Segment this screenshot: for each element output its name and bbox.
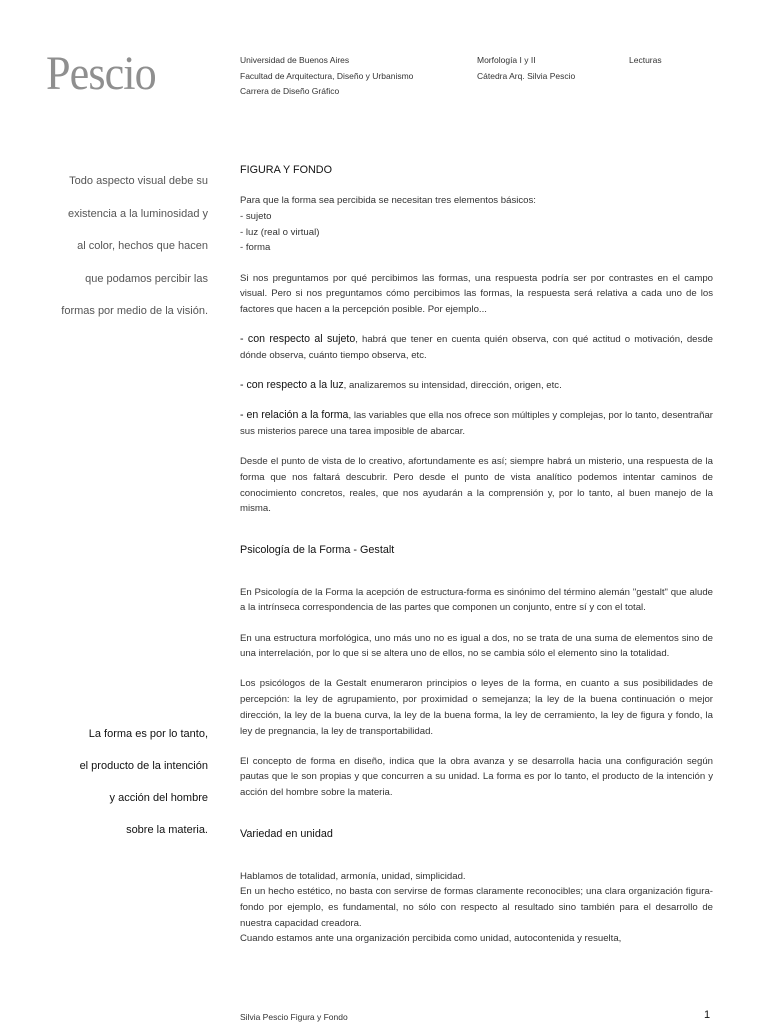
main-text bbox=[240, 163, 713, 947]
header-career: Carrera de Diseño Gráfico bbox=[240, 86, 340, 96]
heading-figura-fondo: FIGURA Y FONDO bbox=[240, 164, 332, 176]
intro-paragraph: Para que la forma sea percibida se necesitan tres elementos básicos: bbox=[240, 195, 536, 207]
paragraph: En un hecho estético, no basta con servirse de formas claramente reconocibles; una clara organización figura-fondo por ejemplo, es fundamental, no sólo con respecto al resultado sino también para el desarrollo de nuestra capacidad creadora. bbox=[240, 886, 713, 929]
emphasis: - con respecto a la luz bbox=[240, 379, 344, 392]
paragraph-luz bbox=[240, 378, 713, 394]
paragraph-text: , analizaremos su intensidad, dirección, origen, etc. bbox=[343, 380, 562, 392]
quote-line: La forma es por lo tanto, bbox=[88, 728, 208, 740]
footer-author-title: Silvia Pescio Figura y Fondo bbox=[240, 1012, 348, 1022]
header-institution bbox=[240, 53, 413, 100]
header-university: Universidad de Buenos Aires bbox=[240, 55, 350, 65]
list-item: - luz (real o virtual) bbox=[240, 226, 320, 238]
paragraph: En Psicología de la Forma la acepción de estructura-forma es sinónimo del término alemán "gestalt" que alude a la intrínseca correspondencia de las partes que componen un conjunto, entre sí y con el total. bbox=[240, 586, 713, 614]
paragraph-text: , las variables que ella nos ofrece son múltiples y complejas, por lo tanto, desentrañar sus misterios parece una tarea imposible de abarcar. bbox=[240, 410, 714, 437]
heading-gestalt: Psicología de la Forma - Gestalt bbox=[240, 543, 395, 556]
quote-line: formas por medio de la visión. bbox=[61, 305, 208, 317]
page-number: 1 bbox=[704, 1009, 711, 1021]
quote-line: al color, hechos que hacen bbox=[77, 240, 208, 252]
sidebar-quote-form bbox=[38, 718, 208, 846]
paragraph: El concepto de forma en diseño, indica que la obra avanza y se desarrolla hacia una configuración según pautas que le son propias y que concurren a su unidad. La forma es por lo tanto, el producto de la intención y acción del hombre sobre la materia. bbox=[240, 755, 713, 799]
quote-line: sobre la materia. bbox=[126, 824, 208, 836]
paragraph-text: , habrá que tener en cuenta quién observa, con qué actitud o motivación, desde dónde observa, cuánto tiempo observa, etc. bbox=[240, 334, 713, 361]
heading-variedad: Variedad en unidad bbox=[240, 827, 333, 840]
quote-line: el producto de la intención bbox=[79, 760, 208, 772]
paragraph: Si nos preguntamos por qué percibimos las formas, una respuesta podría ser por contrastes en el campo visual. Pero si nos preguntamos cómo percibimos las formas, la respuesta será relativa a cada uno de los factores que hacen a la percepción posible. Por ejemplo... bbox=[240, 272, 713, 315]
quote-line: Todo aspecto visual debe su bbox=[69, 175, 208, 187]
list-item: - forma bbox=[240, 242, 271, 254]
header-subject: Morfología I y II bbox=[477, 55, 536, 65]
header-section bbox=[629, 53, 662, 69]
paragraph: Cuando estamos ante una organización percibida como unidad, autocontenida y resuelta, bbox=[240, 933, 622, 945]
paragraph: Los psicólogos de la Gestalt enumeraron principios o leyes de la forma, en cuanto a sus posibilidades de percepción: la ley de agrupamiento, por proximidad o semejanza; la ley de la buena continuación o mejor dirección, la ley de la buena curva, la ley de la buena forma, la ley de cerramiento, la ley de figura y fondo, la ley de pregnancia, la ley de transportabilidad. bbox=[240, 678, 713, 737]
header-lecturas: Lecturas bbox=[629, 55, 662, 65]
header-course bbox=[477, 53, 575, 84]
paragraph-forma bbox=[240, 408, 713, 439]
sidebar-quote-light bbox=[38, 165, 208, 328]
header-chair: Cátedra Arq. Silvia Pescio bbox=[477, 70, 576, 81]
emphasis: - en relación a la forma bbox=[240, 409, 349, 422]
quote-line: y acción del hombre bbox=[109, 792, 208, 804]
emphasis: - con respecto al sujeto bbox=[240, 333, 356, 346]
quote-line: existencia a la luminosidad y bbox=[67, 207, 208, 220]
pescio-logo: Pescio bbox=[46, 47, 156, 100]
paragraph: Desde el punto de vista de lo creativo, afortundamente es así; siempre habrá un misterio, una respuesta de la forma que nos faltará descubrir. Pero desde el punto de vista analítico podemos intentar caminos de conocimiento concretos, reales, que nos ayudarán a la comprensión y, por lo tanto, al buen manejo de la misma. bbox=[240, 456, 713, 515]
header-faculty: Facultad de Arquitectura, Diseño y Urbanismo bbox=[240, 70, 414, 81]
quote-line: que podamos percibir las bbox=[85, 272, 208, 285]
list-item: - sujeto bbox=[240, 210, 272, 222]
paragraph: En una estructura morfológica, uno más uno no es igual a dos, no se trata de una suma de elementos sino de una interrelación, por lo que si se altera uno de ellos, no se cambia sólo el elemento sino la totalidad. bbox=[240, 632, 713, 660]
paragraph: Hablamos de totalidad, armonía, unidad, simplicidad. bbox=[240, 870, 466, 882]
paragraph-sujeto bbox=[240, 332, 713, 363]
